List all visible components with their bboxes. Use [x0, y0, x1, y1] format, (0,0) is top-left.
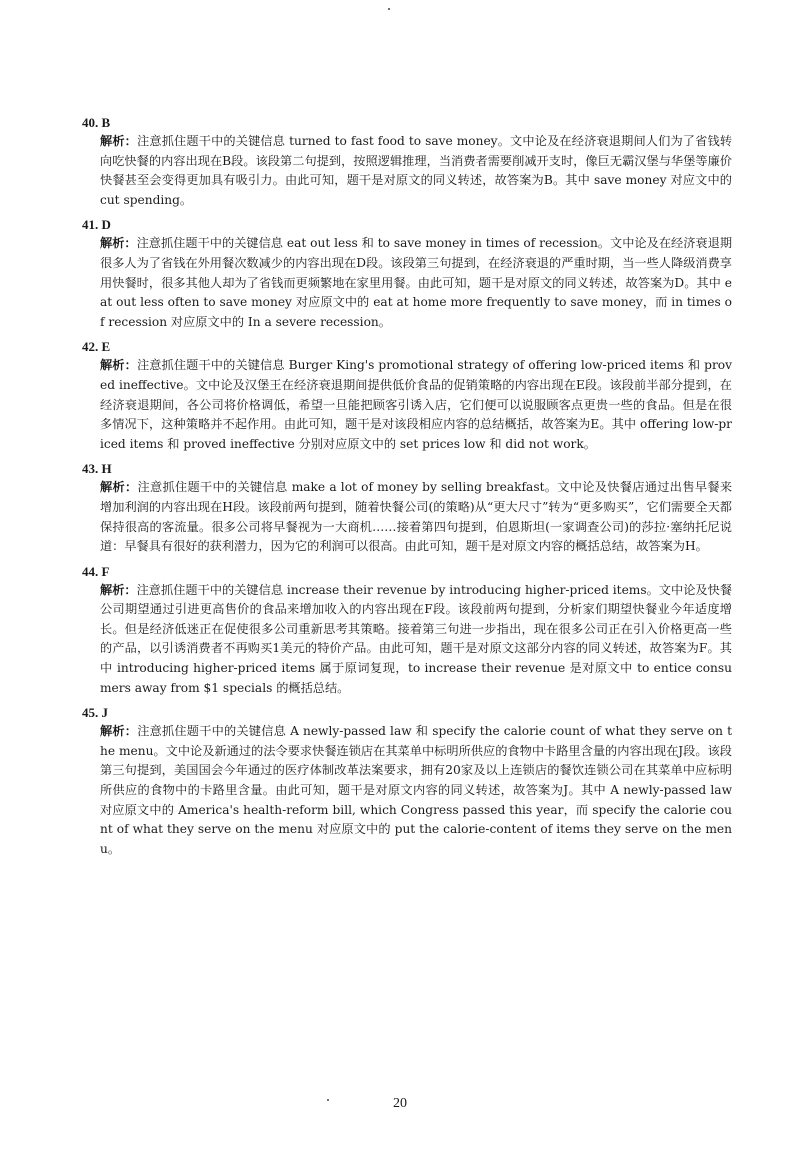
answer-explanations — [82, 114, 732, 865]
page-number: 20 — [393, 1096, 407, 1111]
answer-40 — [82, 114, 732, 210]
explanation — [100, 234, 732, 332]
question-number: 40. B — [82, 115, 111, 130]
explanation — [100, 132, 732, 210]
explanation-text: 注意抓住题干中的关键信息 A newly-passed law 和 specify the calorie count of what they serve on the menu。文中论及新通过的法令要求快餐连锁店在其菜单中标明所供应的食物中卡路里含量的内容出现在J段。该段第三句提到，美国国会今年通过的医疗体制改革法案要求，拥有20家及以上连锁店的餐饮连锁公司在其菜单中应标明所供应的食物中的卡路里含量。由此可知，题干是对原文内容的同义转述，故答案为J。其中 A newly-passed law 对应原文中的 America's health-reform bill, which Congress passed this year，而 specify the calorie count of what they serve on the menu 对应原文中的 put the calorie-content of items they serve on the menu。 — [100, 724, 732, 856]
explanation-label: 解析： — [100, 724, 138, 739]
explanation-label: 解析： — [100, 134, 138, 148]
answer-41 — [82, 216, 732, 332]
explanation — [100, 581, 732, 699]
answer-42 — [82, 338, 732, 454]
explanation — [100, 478, 732, 556]
question-number: 43. H — [82, 461, 112, 477]
question-number: 45. J — [82, 705, 108, 721]
explanation-label: 解析： — [100, 236, 137, 251]
answer-44 — [82, 563, 732, 699]
question-number: 44. F — [82, 563, 110, 579]
explanation-text: 注意抓住题干中的关键信息 make a lot of money by selling breakfast。文中论及快餐店通过出售早餐来增加利润的内容出现在H段。该段前两句提到，随着快餐公司(的策略)从“更大尺寸”转为“更多购买”，它们需要全天都保持很高的客流量。很多公司将早餐视为一大商机……接着第四句提到，伯恩斯坦(一家调查公司)的莎拉·塞纳托尼说道：早餐具有很好的获利潜力，因为它的利润可以很高。由此可知，题干是对原文内容的概括总结，故答案为H。 — [100, 480, 733, 554]
explanation-label: 解析： — [100, 480, 138, 495]
question-number: 41. D — [82, 217, 111, 233]
explanation-text: 注意抓住题干中的关键信息 eat out less 和 to save money in times of recession。文中论及在经济衰退期很多人为了省钱在外用餐次数减少的内容出现在D段。该段第三句提到，在经济衰退的严重时期，当一些人降级消费享用快餐时，很多其他人却为了省钱而更频繁地在家里用餐。由此可知，题干是对原文的同义转述，故答案为D。其中 eat out less often to save money 对应原文中的 eat at home more frequently to save money，而 in times of recession 对应原文中的 In a severe recession。 — [100, 236, 733, 329]
explanation-text: 注意抓住题干中的关键信息 Burger King's promotional strategy of offering low-priced items 和 proved ineffective。文中论及汉堡王在经济衰退期间提供低价食品的促销策略的内容出现在E段。该段前半部分提到，在经济衰退期间，各公司将价格调低，希望一旦能把顾客引诱入店，它们便可以说服顾客点更贵一些的食品。但是在很多情况下，这种策略并不起作用。由此可知，题干是对该段相应内容的总结概括，故答案为E。其中 offering low-priced items 和 proved ineffective 分别对应原文中的 set prices low 和 did not work。 — [100, 358, 732, 451]
explanation-label: 解析： — [100, 358, 137, 373]
question-number: 42. E — [82, 339, 111, 355]
explanation-text: 注意抓住题干中的关键信息 increase their revenue by introducing higher-priced items。文中论及快餐公司期望通过引进更高售价的食品来增加收入的内容出现在F段。该段前两句提到，分析家们期望快餐业今年适度增长。但是经济低迷正在促使很多公司重新思考其策略。接着第三句进一步指出，现在很多公司正在引入价格更高一些的产品，以引诱消费者不再购买1美元的特价产品。由此可知，题干是对原文这部分内容的同义转述，故答案为F。其中 introducing higher-priced items 属于原词复现，to increase their revenue 是对原文中 to entice consumers away from $1 specials 的概括总结。 — [100, 582, 733, 695]
explanation — [100, 722, 732, 859]
answer-45 — [82, 704, 732, 859]
answer-43 — [82, 460, 732, 556]
scan-speck — [388, 8, 390, 10]
explanation-text: 注意抓住题干中的关键信息 turned to fast food to save money。文中论及在经济衰退期间人们为了省钱转向吃快餐的内容出现在B段。该段第二句提到，按照逻辑推理，当消费者需要削减开支时，像巨无霸汉堡与华堡等廉价快餐甚至会变得更加具有吸引力。由此可知，题干是对原文的同义转述，故答案为B。其中 save money 对应文中的 cut spending。 — [100, 134, 733, 207]
explanation — [100, 356, 732, 454]
explanation-label: 解析： — [100, 582, 137, 597]
